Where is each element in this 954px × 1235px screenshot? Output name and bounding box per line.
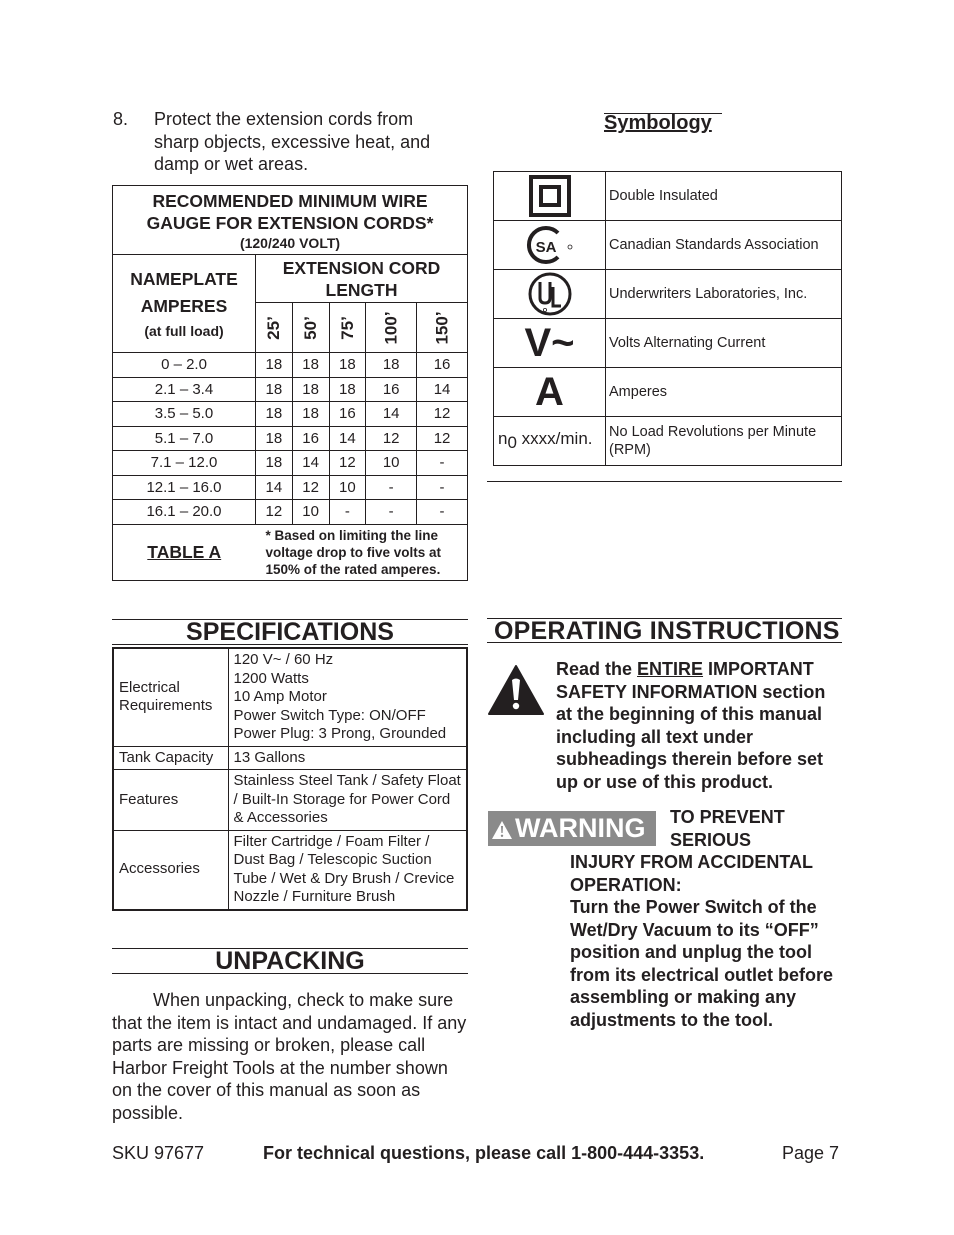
footer-page: Page 7 — [782, 1143, 840, 1163]
warning-triangle-icon — [491, 820, 513, 840]
table-row — [113, 500, 468, 525]
footer-tech: For technical questions, please call 1-800-444-3353. — [263, 1143, 705, 1163]
amps-cell: 2.1 – 3.4 — [113, 377, 256, 402]
warning-text-line1: INJURY FROM ACCIDENTAL OPERATION: — [570, 852, 813, 895]
gauge-cell: 14 — [256, 475, 293, 500]
amps-cell: 7.1 – 12.0 — [113, 451, 256, 476]
warning-text — [570, 851, 842, 1031]
spec-value: Stainless Steel Tank / Safety Float / Built-In Storage for Power Cord & Accessories — [228, 770, 467, 831]
gauge-cell: 18 — [256, 451, 293, 476]
gauge-cell: 18 — [366, 353, 417, 378]
item-number: 8. — [113, 109, 129, 129]
table-row — [494, 172, 842, 221]
ul-icon — [494, 270, 606, 319]
item-text: Protect the extension cords from sharp objects, excessive heat, and damp or wet areas. — [154, 109, 431, 174]
gauge-cell: 18 — [329, 377, 366, 402]
gauge-cell: 18 — [292, 377, 329, 402]
no-load-rpm-icon: $n_0$ xxxx/min. — [494, 417, 606, 466]
gauge-cell: 18 — [329, 353, 366, 378]
spec-key: Features — [113, 770, 228, 831]
length-25: 25’ — [256, 303, 293, 353]
ext-cord-header: EXTENSION CORD LENGTH — [256, 255, 468, 303]
unpacking-heading: UNPACKING — [112, 948, 468, 974]
double-insulated-icon — [494, 172, 606, 221]
gauge-cell: 12 — [417, 426, 468, 451]
gauge-cell: 18 — [256, 377, 293, 402]
gauge-cell: - — [366, 475, 417, 500]
table-row — [113, 377, 468, 402]
table-row — [113, 475, 468, 500]
table-a-footnote: * Based on limiting the line voltage drop to five volts at 150% of the rated amperes. — [256, 524, 468, 580]
gauge-cell: 18 — [256, 353, 293, 378]
amps-cell: 5.1 – 7.0 — [113, 426, 256, 451]
footer-sku: SKU 97677 — [112, 1143, 205, 1163]
gauge-cell: 14 — [292, 451, 329, 476]
table-row — [494, 417, 842, 466]
table-a-title-line1: RECOMMENDED MINIMUM WIRE — [152, 191, 428, 211]
warning-label: WARNING — [515, 813, 646, 843]
table-row — [494, 368, 842, 417]
warning-text-line2: Turn the Power Switch of the Wet/Dry Vacuum to its “OFF” position and unplug the tool from its electrical outlet before assembling or making any adjustments to the tool. — [570, 897, 834, 1030]
unpacking-text: When unpacking, check to make sure that the item is intact and undamaged. If any parts are missing or broken, please call Harbor Freight Tools at the number shown on the cover of this manual as soon as possible. — [112, 990, 467, 1123]
table-row — [494, 270, 842, 319]
spec-value: 13 Gallons — [228, 746, 467, 770]
spec-key: Tank Capacity — [113, 746, 228, 770]
gauge-cell: 12 — [329, 451, 366, 476]
gauge-cell: 16 — [417, 353, 468, 378]
gauge-cell: 18 — [292, 402, 329, 427]
symbol-desc: Amperes — [606, 368, 842, 417]
symbology-table — [493, 171, 842, 466]
length-150: 150’ — [417, 303, 468, 353]
table-row — [113, 648, 467, 746]
volts-ac-icon: V~ — [494, 319, 606, 368]
table-row — [494, 221, 842, 270]
table-row — [494, 319, 842, 368]
svg-text:SA: SA — [535, 239, 556, 256]
amps-cell: 0 – 2.0 — [113, 353, 256, 378]
table-a-label: TABLE A — [113, 524, 256, 580]
amps-cell: 16.1 – 20.0 — [113, 500, 256, 525]
specifications-table — [112, 647, 468, 911]
csa-icon — [494, 221, 606, 270]
gauge-cell: 18 — [256, 402, 293, 427]
spec-value: Filter Cartridge / Foam Filter / Dust Bag / Telescopic Suction Tube / Wet & Dry Brush / Crevice Nozzle / Furniture Brush — [228, 830, 467, 910]
gauge-cell: 12 — [366, 426, 417, 451]
symbol-desc: Underwriters Laboratories, Inc. — [606, 270, 842, 319]
gauge-cell: 14 — [417, 377, 468, 402]
length-75: 75’ — [329, 303, 366, 353]
gauge-cell: 16 — [292, 426, 329, 451]
nameplate-header — [113, 255, 256, 353]
nameplate-line1: NAMEPLATE — [130, 268, 238, 289]
symbology-bottom-rule — [487, 481, 842, 482]
spec-key: Accessories — [113, 830, 228, 910]
entire-emphasis: ENTIRE — [637, 659, 704, 679]
table-a-title-line2: GAUGE FOR EXTENSION CORDS* — [146, 213, 434, 233]
gauge-cell: 14 — [366, 402, 417, 427]
table-a-title — [113, 186, 468, 255]
symbology-heading: Symbology — [604, 112, 712, 134]
nameplate-line2: AMPERES — [140, 295, 228, 316]
table-row — [113, 426, 468, 451]
table-a — [112, 185, 468, 581]
symbol-desc: Canadian Standards Association — [606, 221, 842, 270]
symbol-desc: Volts Alternating Current — [606, 319, 842, 368]
length-50: 50’ — [292, 303, 329, 353]
table-row — [113, 746, 467, 770]
warning-badge — [488, 811, 656, 846]
length-100: 100’ — [366, 303, 417, 353]
spec-value: 120 V~ / 60 Hz 1200 Watts 10 Amp Motor Power Switch Type: ON/OFF Power Plug: 3 Prong, Grounded — [228, 648, 467, 746]
gauge-cell: 12 — [417, 402, 468, 427]
table-row — [113, 451, 468, 476]
gauge-cell: 10 — [366, 451, 417, 476]
amps-cell: 12.1 – 16.0 — [113, 475, 256, 500]
gauge-cell: 10 — [329, 475, 366, 500]
gauge-cell: 18 — [292, 353, 329, 378]
table-a-subtitle: (120/240 VOLT) — [239, 235, 341, 251]
symbol-desc: No Load Revolutions per Minute (RPM) — [606, 417, 842, 466]
amps-cell: 3.5 – 5.0 — [113, 402, 256, 427]
table-row — [113, 830, 467, 910]
symbol-desc: Double Insulated — [606, 172, 842, 221]
specifications-heading: SPECIFICATIONS — [112, 619, 468, 645]
gauge-cell: 16 — [329, 402, 366, 427]
gauge-cell: 10 — [292, 500, 329, 525]
gauge-cell: - — [417, 475, 468, 500]
gauge-cell: - — [417, 451, 468, 476]
gauge-cell: 12 — [292, 475, 329, 500]
nameplate-sub: (at full load) — [144, 322, 224, 339]
table-row — [113, 402, 468, 427]
operating-heading: OPERATING INSTRUCTIONS — [487, 618, 842, 643]
operating-read-text: Read the ENTIRE IMPORTANT SAFETY INFORMATION section at the beginning of this manual including all text under subheadings therein before set up or use of this product. — [556, 659, 826, 792]
table-row — [113, 770, 467, 831]
warning-lead-text: TO PREVENT SERIOUS — [670, 807, 785, 850]
gauge-cell: 12 — [256, 500, 293, 525]
table-row — [113, 353, 468, 378]
gauge-cell: 18 — [256, 426, 293, 451]
gauge-cell: - — [329, 500, 366, 525]
gauge-cell: 16 — [366, 377, 417, 402]
gauge-cell: - — [366, 500, 417, 525]
gauge-cell: - — [417, 500, 468, 525]
amperes-icon: A — [494, 368, 606, 417]
spec-key: Electrical Requirements — [113, 648, 228, 746]
gauge-cell: 14 — [329, 426, 366, 451]
alert-triangle-icon — [487, 664, 545, 721]
